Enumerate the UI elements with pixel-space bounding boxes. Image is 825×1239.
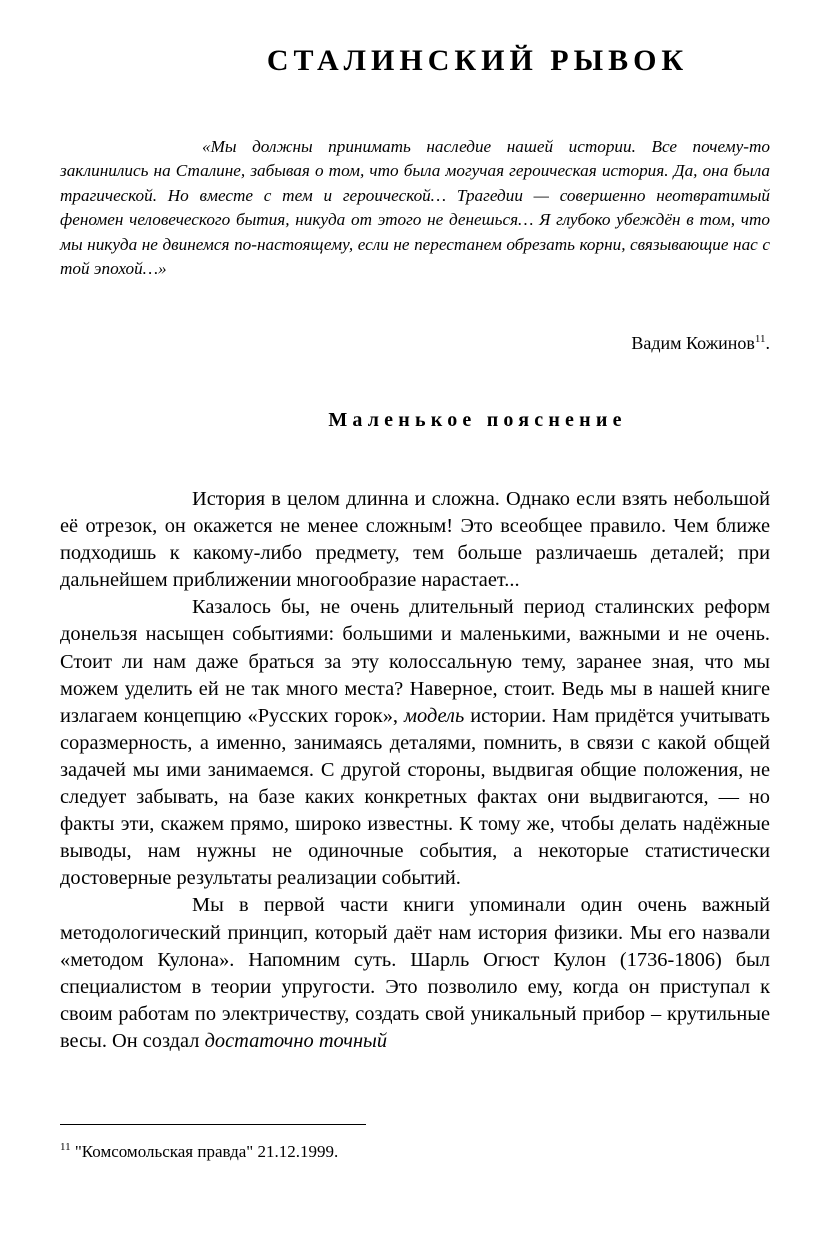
footnote	[60, 1141, 338, 1162]
footnote-text: "Комсомольская правда" 21.12.1999.	[74, 1142, 339, 1161]
paragraph-text: Казалось бы, не очень длительный период сталинских реформ донельзя насыщен событиями: большими и маленькими, важными и не очень. Стоит ли нам даже браться за эту колоссальную тему, заранее зная, что мы можем уделить ей не так много места? Наверное, стоит. Ведь мы в нашей книге излагаем концепцию «Русских горок»,	[60, 596, 770, 727]
section-title: Маленькое пояснение	[328, 409, 627, 431]
book-page	[60, 0, 770, 1239]
paragraph-text: Мы в первой части книги упоминали один очень важный методологический принцип, который даёт нам история физики. Мы его назвали «методом Кулона». Напомним суть. Шарль Огюст Кулон (1736-1806) был специалистом в теории упругости. Это позволило ему, когда он приступал к своим работам по электричеству, создать свой уникальный прибор – крутильные весы. Он создал	[60, 894, 770, 1052]
emphasis-text: модель	[404, 704, 465, 727]
attribution-period: .	[765, 333, 770, 353]
epigraph-quote: «Мы должны принимать наследие нашей истории. Все почему-то заклинились на Сталине, забывая о том, что была могучая героическая история. Да, она была трагической. Но вместе с тем и героической… Трагедии — совершенно неотвратимый феномен человеческого бытия, никуда от этого не денешься… Я глубоко убеждён в том, что мы никуда не двинемся по-настоящему, если не перестанем обрезать корни, связывающие нас с той эпохой…»	[60, 137, 770, 279]
paragraph	[60, 594, 770, 892]
footnote-separator	[60, 1124, 366, 1125]
epigraph-author: Вадим Кожинов	[631, 333, 755, 353]
body-text	[60, 486, 770, 1055]
footnote-reference[interactable]: 11	[754, 333, 766, 345]
epigraph-attribution	[631, 333, 770, 354]
paragraph-text: истории. Нам придётся учитывать соразмерность, а именно, занимаясь деталями, помнить, в связи с какой общей задачей мы ими занимаемся. С другой стороны, выдвигая общие положения, не следует забывать, на базе каких конкретных фактах они выдвигаются, — но факты эти, скажем прямо, широко известны. К тому же, чтобы делать надёжные выводы, нам нужны не одиночные события, а некоторые статистически достоверные результаты реализации событий.	[60, 704, 770, 890]
emphasis-text: достаточно точный	[204, 1029, 388, 1052]
footnote-number: 11	[60, 1141, 71, 1153]
chapter-title: СТАЛИНСКИЙ РЫВОК	[266, 44, 689, 77]
paragraph: История в целом длинна и сложна. Однако если взять небольшой её отрезок, он окажется не менее сложным! Это всеобщее правило. Чем ближе подходишь к какому-либо предмету, тем больше различаешь деталей; при дальнейшем приближении многообразие нарастает...	[60, 488, 770, 592]
paragraph	[60, 892, 770, 1055]
